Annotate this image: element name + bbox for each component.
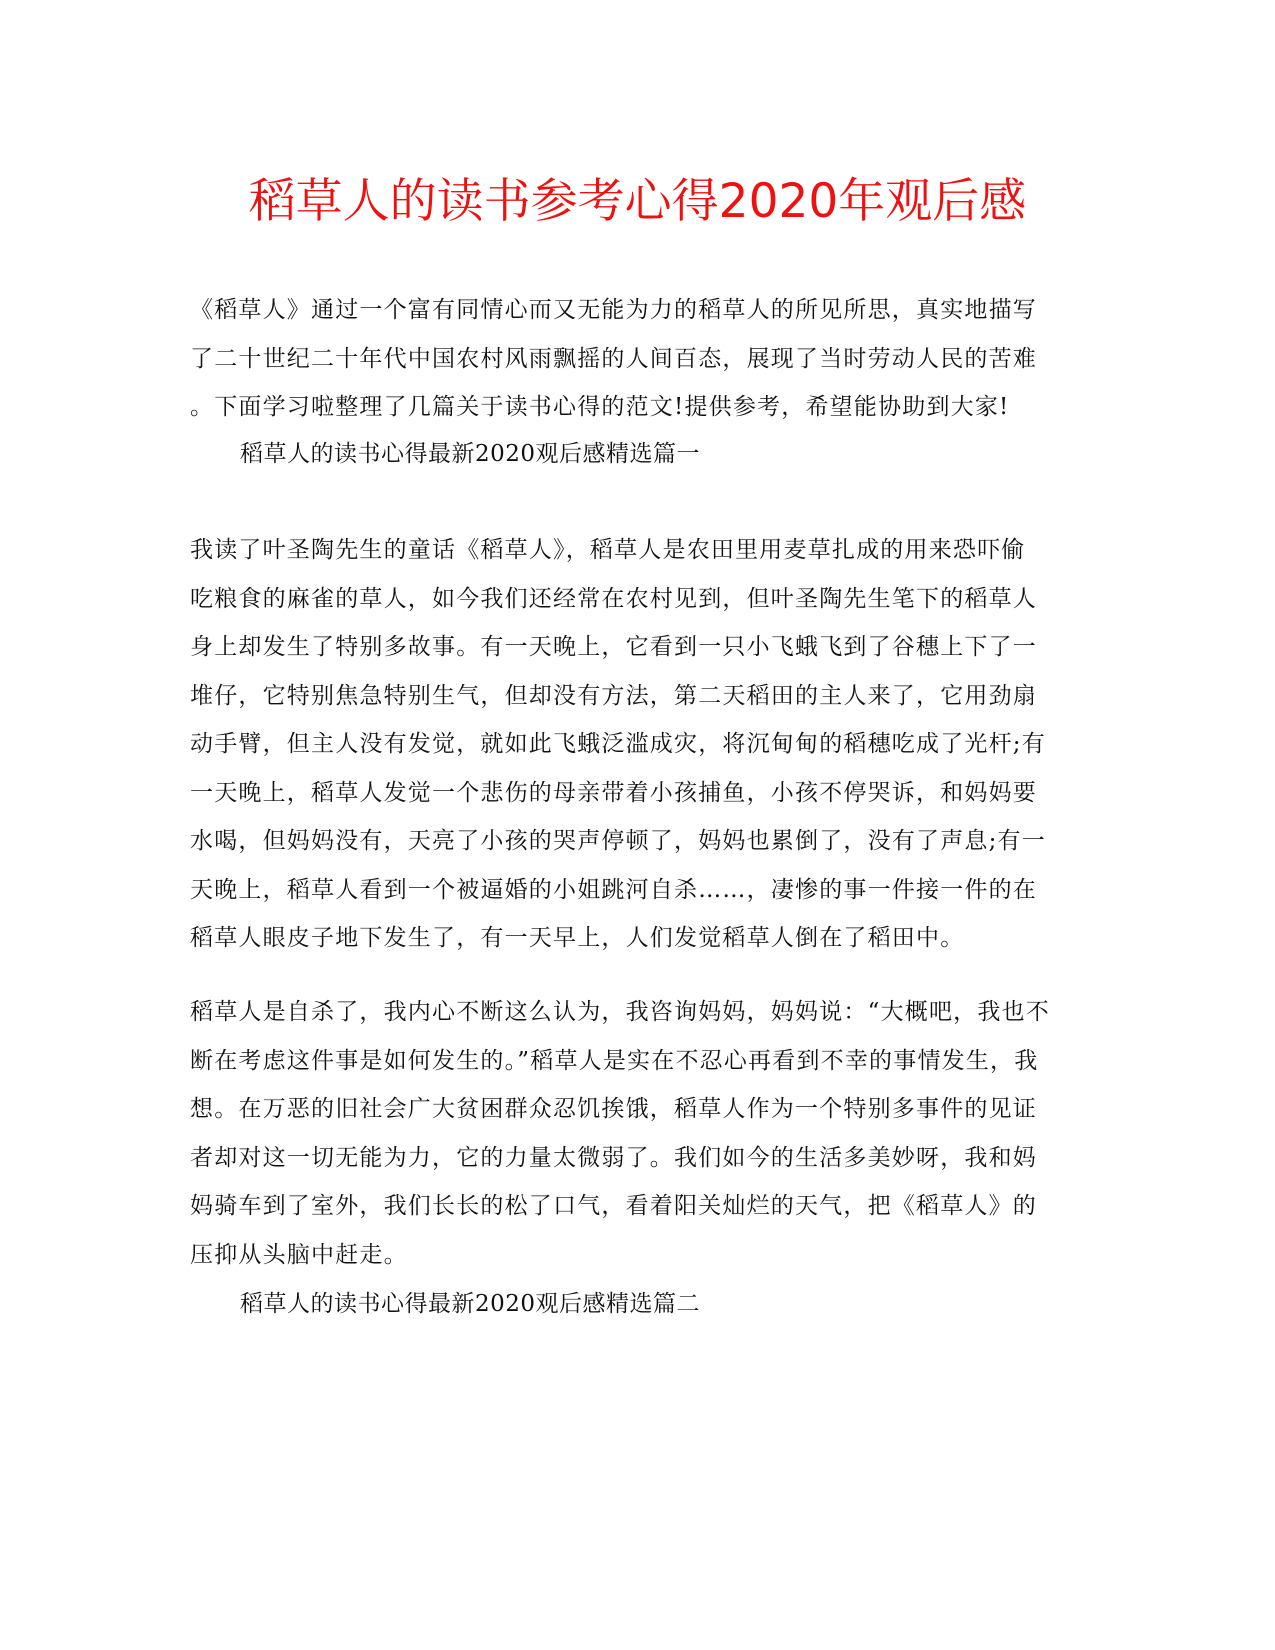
paragraph-line: 堆仔，它特别焦急特别生气，但却没有方法，第二天稻田的主人来了，它用劲扇 [190, 682, 1037, 709]
paragraph-line: 身上却发生了特别多故事。有一天晚上，它看到一只小飞蛾飞到了谷穗上下了一 [190, 634, 1037, 660]
paragraph-line: 者却对这一切无能为力，它的力量太微弱了。我们如今的生活多美妙呀，我和妈 [190, 1144, 1037, 1171]
body-paragraph-2 [190, 988, 1070, 1279]
intro-paragraph [190, 286, 1070, 432]
paragraph-line: 天晚上，稻草人看到一个被逼婚的小姐跳河自杀……，凄惨的事一件接一件的在 [190, 876, 1037, 903]
paragraph-line: 妈骑车到了室外，我们长长的松了口气，看着阳关灿烂的天气，把《稻草人》的 [190, 1193, 1037, 1219]
paragraph-line: 断在考虑这件事是如何发生的。”稻草人是实在不忍心再看到不幸的事情发生，我 [190, 1047, 1039, 1074]
paragraph-line: 吃粮食的麻雀的草人，如今我们还经常在农村见到，但叶圣陶先生笔下的稻草人 [190, 585, 1037, 612]
intro-line: 《稻草人》通过一个富有同情心而又无能为力的稻草人的所见所思，真实地描写 [190, 297, 1037, 323]
paragraph-line: 一天晚上，稻草人发觉一个悲伤的母亲带着小孩捕鱼，小孩不停哭诉，和妈妈要 [190, 779, 1037, 806]
section-heading-2: 稻草人的读书心得最新2020观后感精选篇二 [240, 1291, 701, 1317]
paragraph-line: 压抑从头脑中赶走。 [190, 1241, 408, 1268]
body-paragraph-1 [190, 526, 1070, 963]
intro-line: 。下面学习啦整理了几篇关于读书心得的范文!提供参考，希望能协助到大家! [190, 394, 1010, 420]
paragraph-line: 动手臂，但主人没有发觉，就如此飞蛾泛滥成灾，将沉甸甸的稻穗吃成了光杆;有 [190, 731, 1046, 757]
paragraph-line: 水喝，但妈妈没有，天亮了小孩的哭声停顿了，妈妈也累倒了，没有了声息;有一 [190, 828, 1046, 854]
intro-line: 了二十世纪二十年代中国农村风雨飘摇的人间百态，展现了当时劳动人民的苦难 [190, 345, 1037, 372]
section-heading-1: 稻草人的读书心得最新2020观后感精选篇一 [240, 441, 701, 467]
page-title: 稻草人的读书参考心得2020年观后感 [248, 174, 1027, 229]
paragraph-line: 稻草人是自杀了，我内心不断这么认为，我咨询妈妈，妈妈说：“大概吧，我也不 [190, 999, 1050, 1025]
paragraph-line: 我读了叶圣陶先生的童话《稻草人》，稻草人是农田里用麦草扎成的用来恐吓偷 [190, 537, 1026, 563]
paragraph-line: 稻草人眼皮子地下发生了，有一天早上，人们发觉稻草人倒在了稻田中。 [190, 925, 965, 951]
paragraph-line: 想。在万恶的旧社会广大贫困群众忍饥挨饿，稻草人作为一个特别多事件的见证 [190, 1096, 1037, 1122]
